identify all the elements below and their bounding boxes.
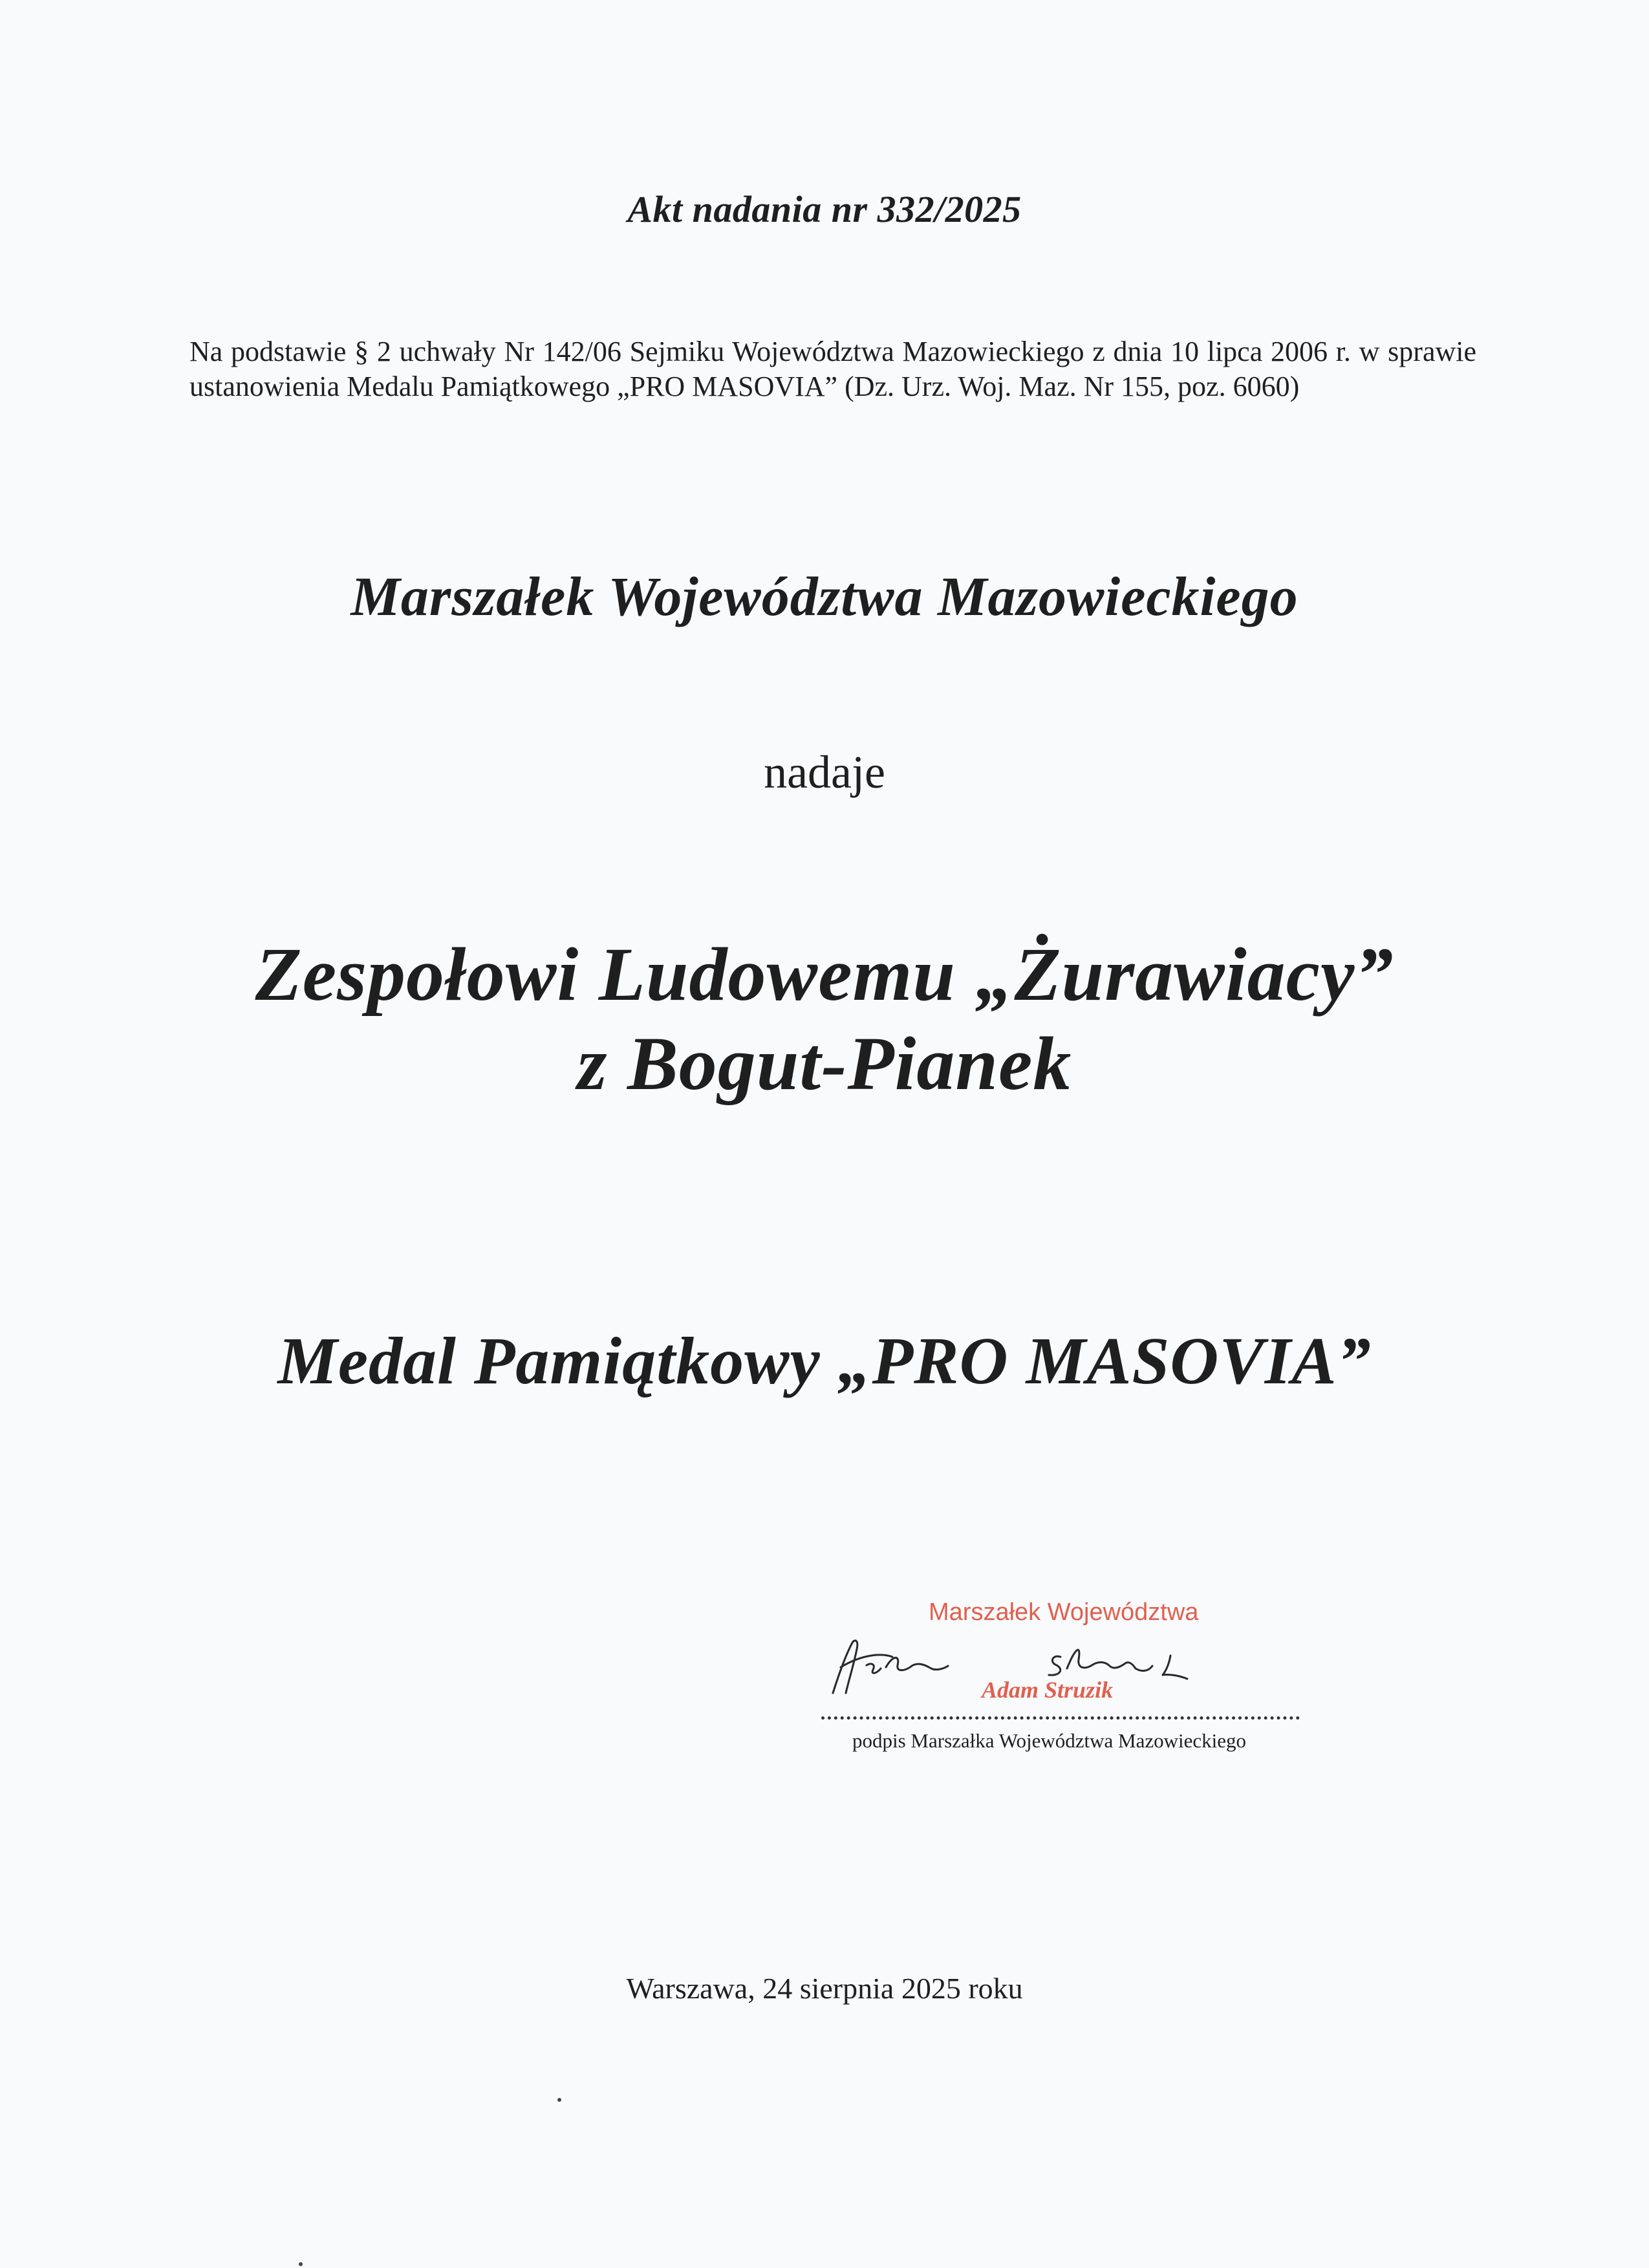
signature-caption: podpis Marszałka Województwa Mazowieckiego — [852, 1729, 1246, 1752]
award-title: Medal Pamiątkowy „PRO MASOVIA” — [277, 1324, 1372, 1398]
signature-block — [821, 1597, 1313, 1766]
issuer-heading: Marszałek Województwa Mazowieckiego — [350, 565, 1299, 627]
act-title: Akt nadania nr 332/2025 — [627, 188, 1022, 230]
scan-speck — [299, 2262, 303, 2266]
signature-line — [821, 1716, 1300, 1720]
recipient-line-1: Zespołowi Ludowemu „Żurawiacy” — [255, 932, 1394, 1017]
stamp-title: Marszałek Województwa — [929, 1599, 1199, 1626]
recipient-line-2: z Bogut-Pianek — [577, 1021, 1072, 1106]
handwritten-signature — [821, 1617, 1313, 1707]
scan-speck — [557, 2098, 561, 2102]
place-and-date: Warszawa, 24 sierpnia 2025 roku — [626, 1972, 1023, 2005]
recipient-name — [0, 930, 1649, 1108]
stamp-name: Adam Struzik — [982, 1677, 1114, 1703]
action-word: nadaje — [764, 746, 885, 798]
legal-basis-paragraph: Na podstawie § 2 uchwały Nr 142/06 Sejmiku Województwa Mazowieckiego z dnia 10 lipca 2006 r. w sprawie ustanowienia Medalu Pamiątkowego „PRO MASOVIA” (Dz. Urz. Woj. Maz. Nr 155, poz. 6060) — [189, 336, 1476, 402]
